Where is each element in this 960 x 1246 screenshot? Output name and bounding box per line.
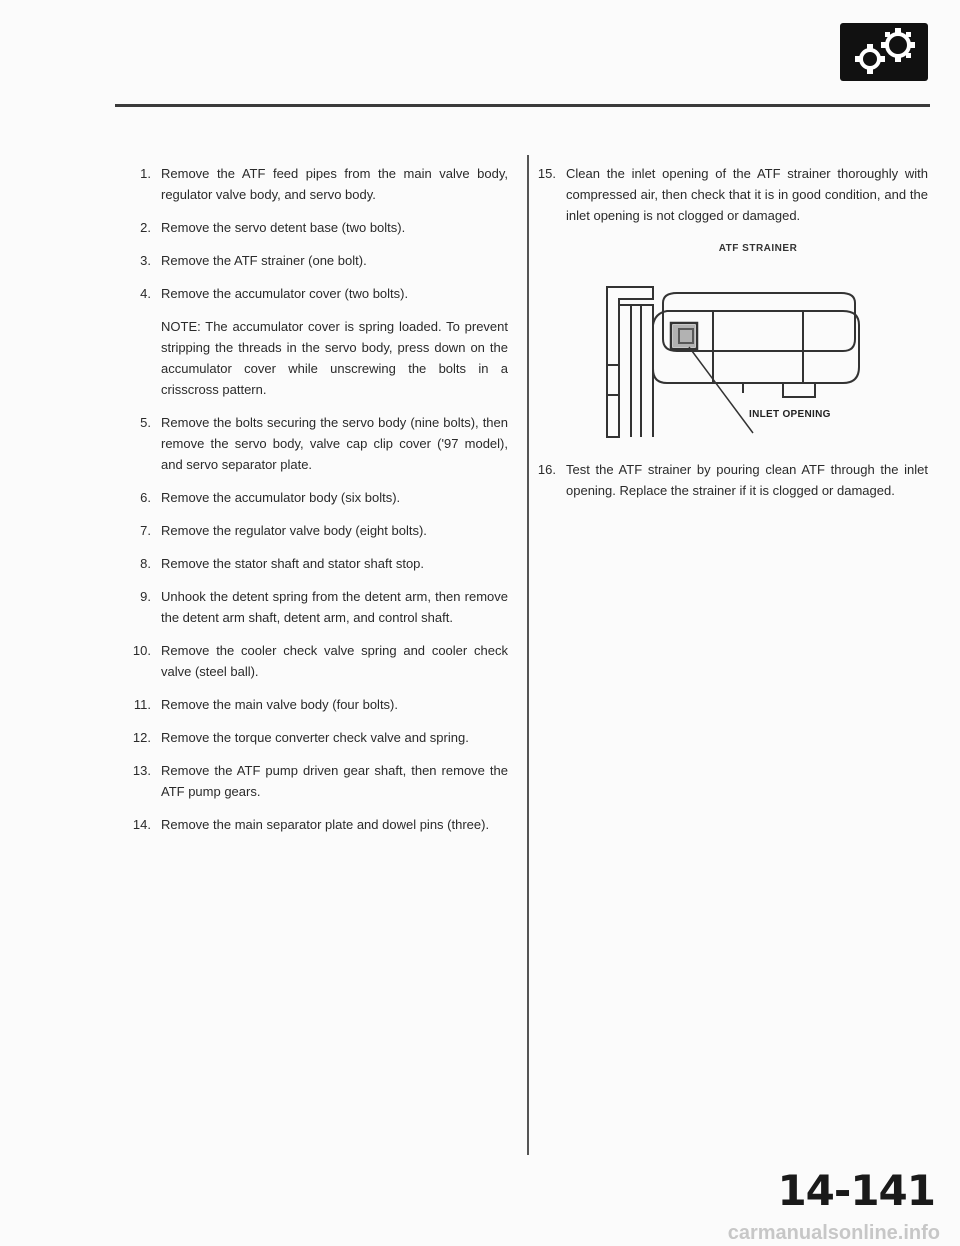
step-number: 14. [132, 817, 151, 832]
step-text: Remove the stator shaft and stator shaft stop. [161, 556, 425, 571]
column-divider [527, 155, 529, 1155]
right-column [537, 163, 928, 513]
step-12 [132, 727, 508, 748]
step-text: Remove the torque converter check valve and spring. [161, 730, 469, 745]
step-number: 9. [140, 589, 151, 604]
step-number: 8. [140, 556, 151, 571]
step-5 [138, 412, 508, 475]
step-text: Remove the ATF strainer (one bolt). [161, 253, 367, 268]
watermark: carmanualsonline.info [727, 1222, 940, 1244]
step-text: Remove the bolts securing the servo body (nine bolts), then remove the servo body, valve cap clip cover ('97 model), and servo separator plate. [161, 415, 508, 472]
step-14 [132, 814, 508, 835]
step-text: Clean the inlet opening of the ATF strainer thoroughly with compressed air, then check that it is in good condition, and the inlet opening is not clogged or damaged. [566, 166, 928, 223]
step-3 [138, 250, 508, 271]
step-number: 15. [537, 166, 556, 181]
step-number: 12. [132, 730, 151, 745]
step-text: Test the ATF strainer by pouring clean ATF through the inlet opening. Replace the strainer if it is clogged or damaged. [566, 462, 928, 498]
step-number: 11. [133, 697, 151, 712]
step-7 [138, 520, 508, 541]
step-9 [138, 586, 508, 628]
gears-icon [840, 23, 928, 81]
step-text: Remove the cooler check valve spring and cooler check valve (steel ball). [161, 643, 508, 679]
inlet-opening-label: INLET OPENING [749, 409, 831, 420]
note-text: NOTE: The accumulator cover is spring loaded. To prevent stripping the threads in the servo body, press down on the accumulator cover while unscrewing the bolts in a crisscross pattern. [161, 319, 508, 397]
step-4 [138, 283, 508, 304]
atf-strainer-illustration [593, 265, 883, 445]
step-text: Remove the accumulator cover (two bolts). [161, 286, 409, 301]
step-16 [537, 459, 928, 501]
step-number: 3. [140, 253, 151, 268]
step-text: Remove the main valve body (four bolts). [161, 697, 398, 712]
step-number: 4. [140, 286, 151, 301]
gears-logo [840, 23, 928, 81]
step-2 [138, 217, 508, 238]
step-text: Remove the ATF pump driven gear shaft, then remove the ATF pump gears. [161, 763, 508, 799]
step-text: Remove the regulator valve body (eight bolts). [161, 523, 427, 538]
step-text: Remove the main separator plate and dowel pins (three). [161, 817, 490, 832]
step-6 [138, 487, 508, 508]
step-number: 13. [132, 763, 151, 778]
step-number: 7. [140, 523, 151, 538]
figure-title: ATF STRAINER [718, 243, 798, 254]
step-number: 10. [132, 643, 151, 658]
step-number: 5. [140, 415, 151, 430]
step-text: Remove the accumulator body (six bolts). [161, 490, 401, 505]
step-10 [132, 640, 508, 682]
step-number: 16. [537, 462, 556, 477]
step-1 [138, 163, 508, 205]
step-13 [132, 760, 508, 802]
step-text: Remove the ATF feed pipes from the main valve body, regulator valve body, and servo body. [161, 166, 508, 202]
step-text: Remove the servo detent base (two bolts). [161, 220, 406, 235]
step-number: 6. [140, 490, 151, 505]
step-15 [537, 163, 928, 226]
step-number: 1. [140, 166, 151, 181]
atf-strainer-figure [593, 238, 923, 445]
step-8 [138, 553, 508, 574]
step-text: Unhook the detent spring from the detent arm, then remove the detent arm shaft, detent arm, and control shaft. [161, 589, 508, 625]
step-11 [133, 694, 508, 715]
page-number: 14-141 [777, 1166, 935, 1215]
left-column [132, 163, 508, 847]
step-number: 2. [140, 220, 151, 235]
header-rule [115, 104, 930, 107]
